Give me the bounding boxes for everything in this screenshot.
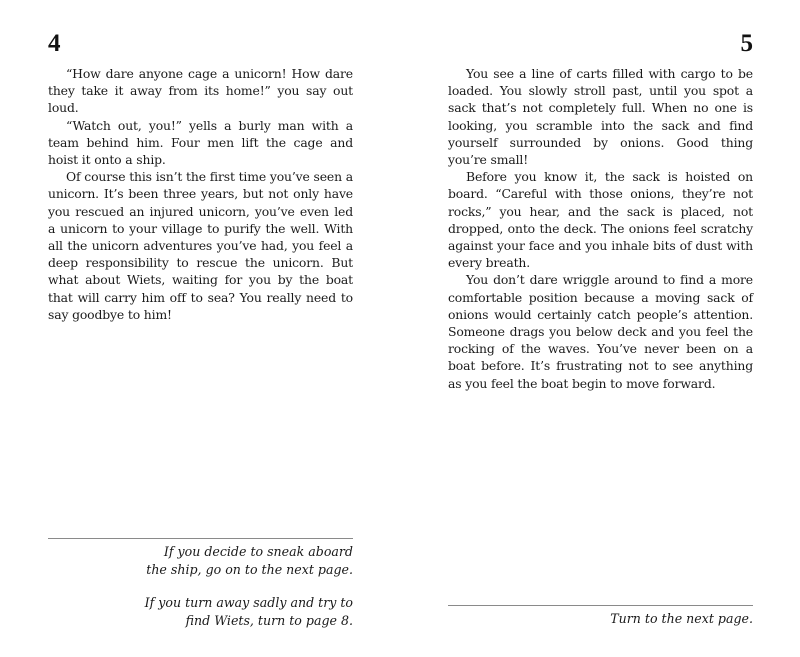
divider — [48, 538, 353, 539]
choice-sneak-aboard[interactable] — [48, 543, 353, 578]
right-page — [448, 0, 753, 657]
paragraph: “Watch out, you!” yells a burly man with a team behind him. Four men lift the cage and hoist it onto a ship. — [48, 117, 353, 168]
paragraph: Before you know it, the sack is hoisted on board. “Careful with those onions, they’re not rocks,” you hear, and the sack is placed, not dropped, onto the deck. The onions feel scratchy against your face and you inhale bits of dust with every breath. — [448, 169, 753, 271]
choice-line: If you turn away sadly and try to — [144, 595, 353, 610]
paragraph: You see a line of carts filled with cargo to be loaded. You slowly stroll past, until you spot a sack that’s not completely full. When no one is looking, you scramble into the sack and find yourself surrounded by onions. Good thing you’re small! — [448, 66, 753, 168]
left-page — [48, 0, 353, 657]
choices — [448, 610, 753, 644]
page-number: 5 — [740, 30, 753, 57]
choice-find-wiets[interactable] — [48, 594, 353, 629]
paragraph: You don’t dare wriggle around to find a more comfortable position because a moving sack of onions would certainly catch people’s attention. Someone drags you below deck and you feel the rocking of the waves. You’ve never been on a boat before. It’s frustrating not to see anything as you feel the boat begin to move forward. — [448, 272, 753, 391]
choice-line: If you decide to sneak aboard — [163, 544, 353, 559]
paragraph: Of course this isn’t the first time you’ve seen a unicorn. It’s been three years, but not only have you rescued an injured unicorn, you’ve even led a unicorn to your village to purify the well. With all the unicorn adventures you’ve had, you feel a deep responsibility to rescue the unicorn. But what about Wiets, waiting for you by the boat that will carry him off to sea? You really need to say goodbye to him! — [48, 169, 353, 322]
choice-line: the ship, go on to the next page. — [146, 561, 353, 577]
turn-next-page[interactable]: Turn to the next page. — [610, 611, 753, 626]
paragraph: “How dare anyone cage a unicorn! How dare they take it away from its home!” you say out loud. — [48, 66, 353, 116]
story-text — [48, 65, 353, 323]
choices — [48, 543, 353, 645]
page-number: 4 — [48, 30, 61, 57]
divider — [448, 605, 753, 606]
story-text — [448, 65, 753, 392]
choice-line: find Wiets, turn to page 8. — [185, 612, 353, 628]
